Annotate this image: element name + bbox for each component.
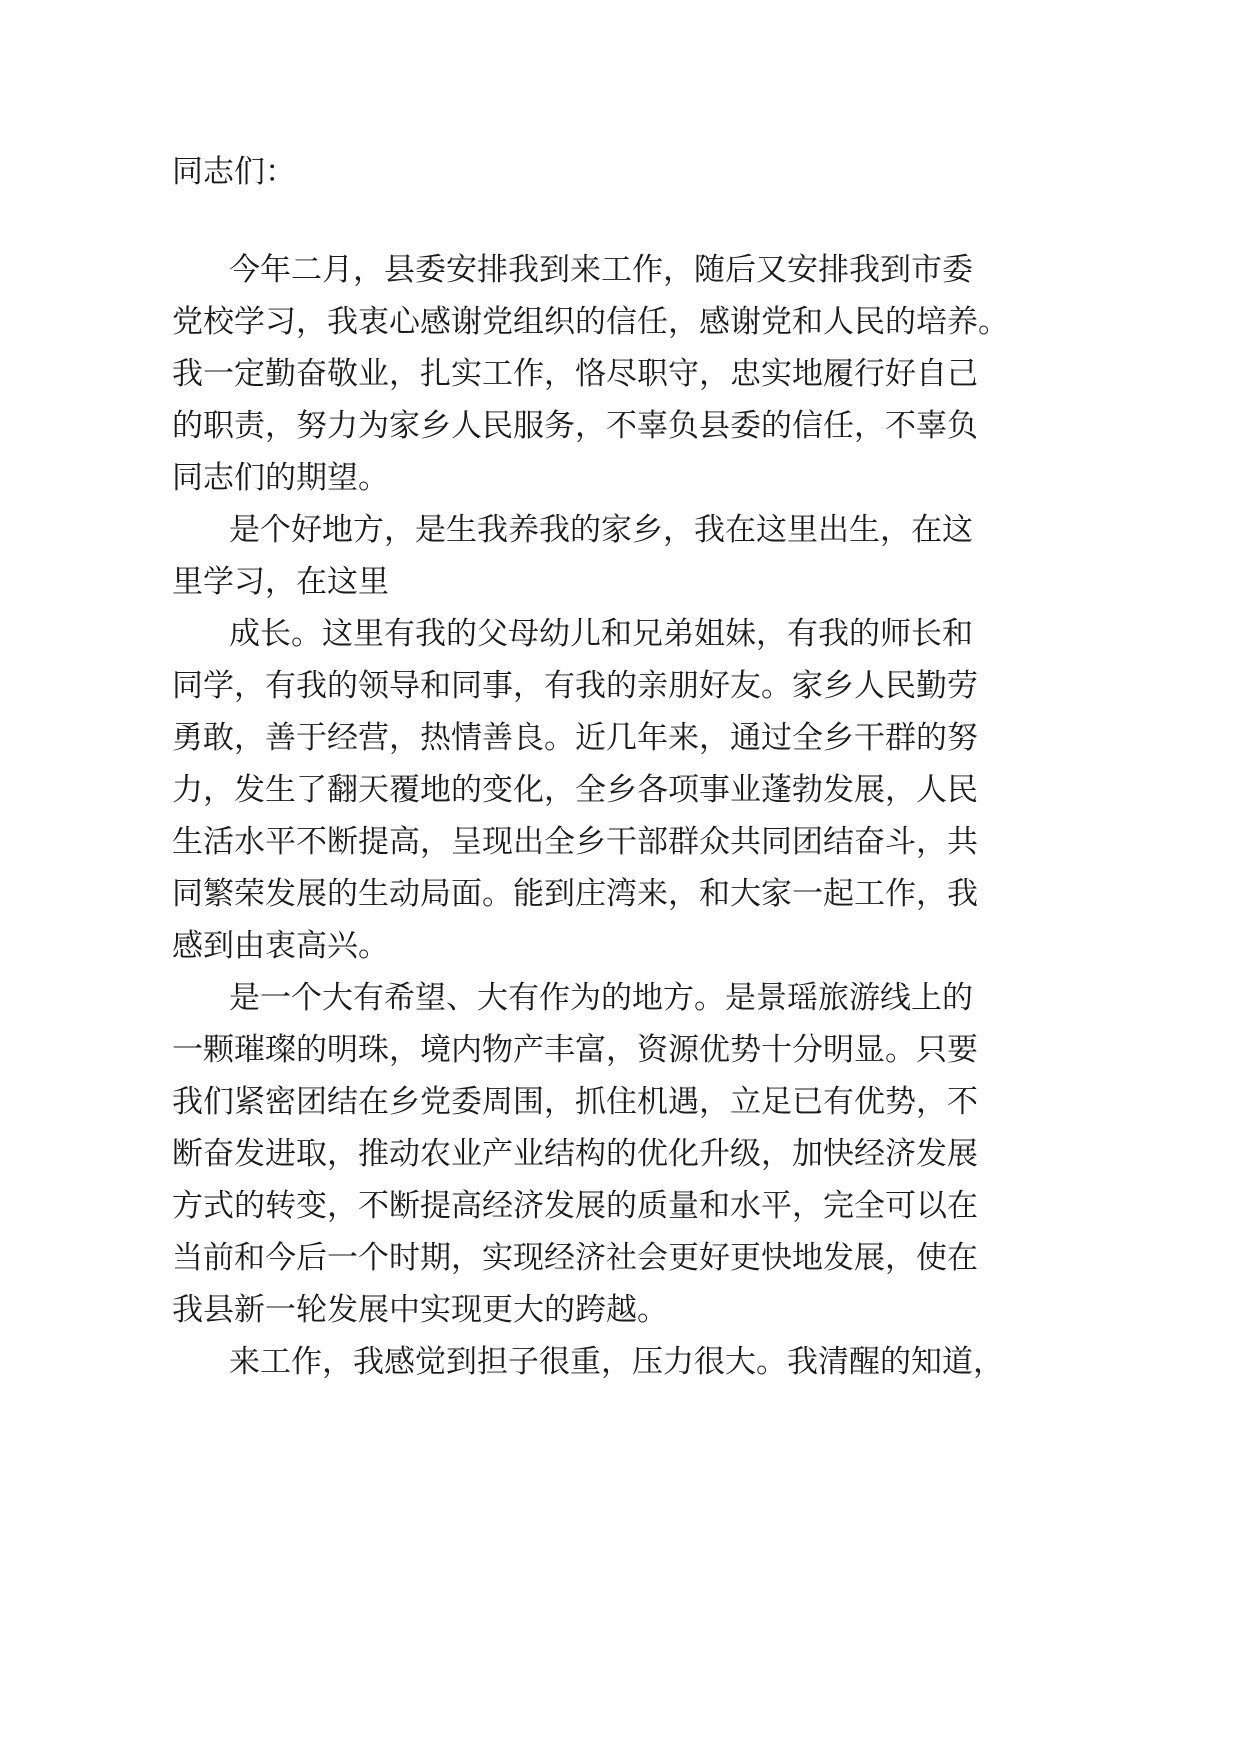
text-line-content: 党校学习，我衷心感谢党组织的信任，感谢党和人民的培养。: [172, 304, 1009, 340]
text-line-content: 同志们的期望。: [172, 460, 389, 496]
text-line: [0, 978, 1241, 1018]
text-line-content: 力，发生了翻天覆地的变化，全乡各项事业蓬勃发展，人民: [172, 772, 978, 808]
text-line: [0, 1082, 1241, 1122]
text-line: [0, 926, 1241, 966]
salutation-line: [0, 152, 1241, 192]
text-line: [0, 458, 1241, 498]
text-line-content: 我一定勤奋敬业，扎实工作，恪尽职守，忠实地履行好自己: [172, 356, 978, 392]
text-line-content: 是个好地方，是生我养我的家乡，我在这里出生，在这: [229, 512, 973, 548]
text-line-content: 是一个大有希望、大有作为的地方。是景瑶旅游线上的: [229, 980, 973, 1016]
text-line-content: 来工作，我感觉到担子很重，压力很大。我清醒的知道，: [229, 1344, 1004, 1380]
text-line-content: 成长。这里有我的父母幼儿和兄弟姐妹，有我的师长和: [229, 616, 973, 652]
text-line: [0, 250, 1241, 290]
text-line: [0, 1030, 1241, 1070]
text-line: [0, 302, 1241, 342]
text-line-content: 生活水平不断提高，呈现出全乡干部群众共同团结奋斗，共: [172, 824, 978, 860]
text-line: [0, 822, 1241, 862]
text-line-content: 里学习，在这里: [172, 564, 389, 600]
text-line-content: 的职责，努力为家乡人民服务，不辜负县委的信任，不辜负: [172, 408, 978, 444]
text-line: [0, 614, 1241, 654]
text-line-content: 一颗璀璨的明珠，境内物产丰富，资源优势十分明显。只要: [172, 1032, 978, 1068]
text-line: [0, 1290, 1241, 1330]
text-line: [0, 510, 1241, 550]
text-line-content: 同繁荣发展的生动局面。能到庄湾来，和大家一起工作，我: [172, 876, 978, 912]
text-line-content: 方式的转变，不断提高经济发展的质量和水平，完全可以在: [172, 1188, 978, 1224]
text-line-content: 我县新一轮发展中实现更大的跨越。: [172, 1292, 668, 1328]
text-line: [0, 406, 1241, 446]
text-line: [0, 562, 1241, 602]
text-line-content: 断奋发进取，推动农业产业结构的优化升级，加快经济发展: [172, 1136, 978, 1172]
text-line: [0, 874, 1241, 914]
text-line: [0, 1238, 1241, 1278]
salutation: 同志们：: [172, 154, 296, 190]
text-line-content: 感到由衷高兴。: [172, 928, 389, 964]
text-line: [0, 354, 1241, 394]
text-line-content: 当前和今后一个时期，实现经济社会更好更快地发展，使在: [172, 1240, 978, 1276]
text-line: [0, 718, 1241, 758]
text-line-content: 勇敢，善于经营，热情善良。近几年来，通过全乡干群的努: [172, 720, 978, 756]
text-line: [0, 666, 1241, 706]
text-line-content: 同学，有我的领导和同事，有我的亲朋好友。家乡人民勤劳: [172, 668, 978, 704]
text-line: [0, 1134, 1241, 1174]
text-line: [0, 1342, 1241, 1382]
text-line: [0, 770, 1241, 810]
text-line-content: 我们紧密团结在乡党委周围，抓住机遇，立足已有优势，不: [172, 1084, 978, 1120]
text-line-content: 今年二月，县委安排我到来工作，随后又安排我到市委: [229, 252, 973, 288]
text-line: [0, 1186, 1241, 1226]
